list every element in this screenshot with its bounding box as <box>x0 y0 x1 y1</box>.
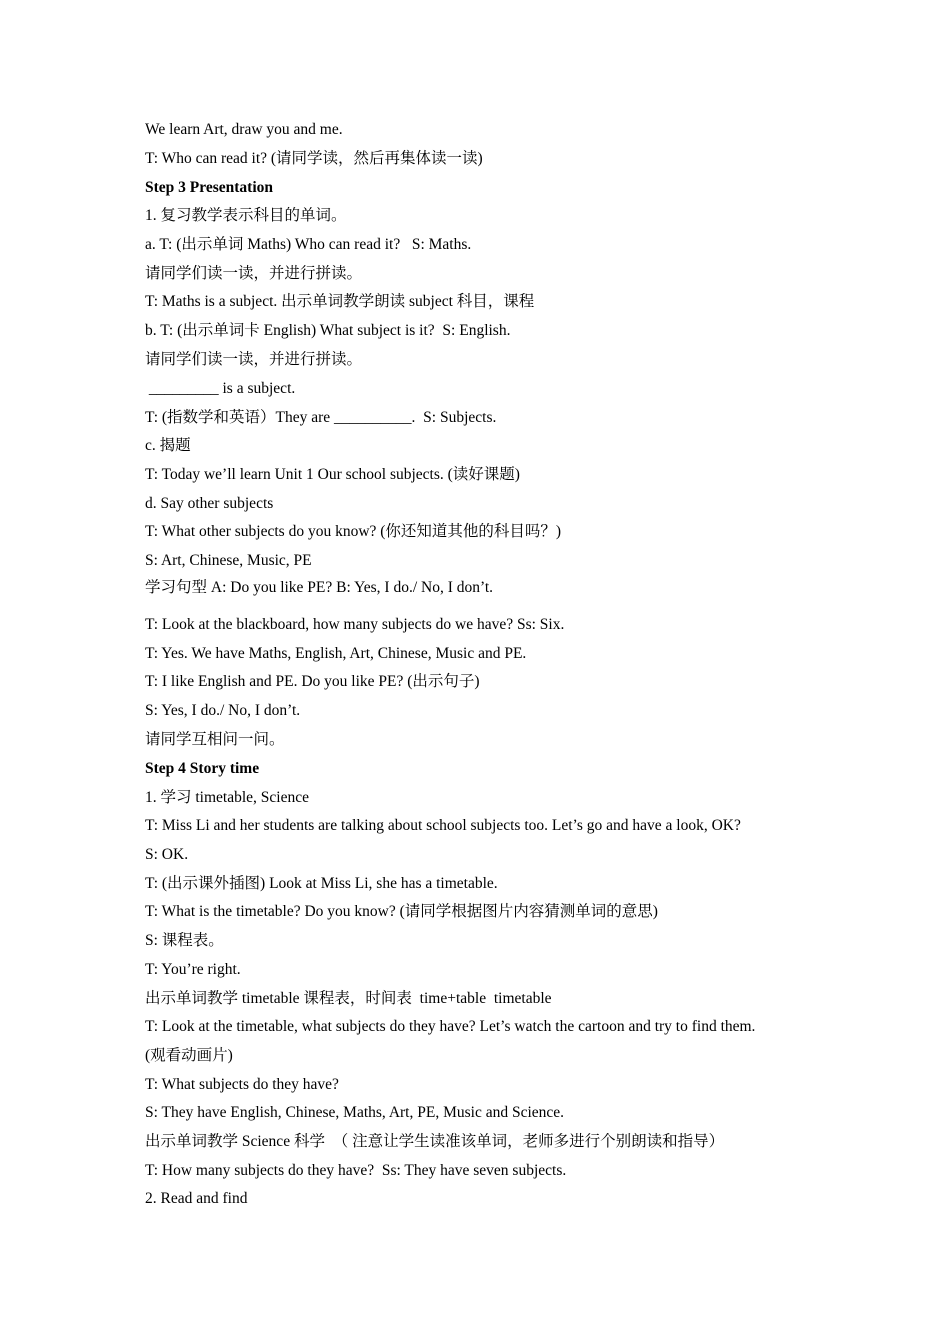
text-line: T: Today we’ll learn Unit 1 Our school subjects. (读好课题) <box>145 466 520 483</box>
text-line: S: They have English, Chinese, Maths, Art, PE, Music and Science. <box>145 1104 565 1121</box>
text-line: T: What other subjects do you know? (你还知道其他的科目吗？) <box>145 523 562 540</box>
text-line: T: Look at the blackboard, how many subjects do we have? Ss: Six. <box>145 616 565 633</box>
text-line: 请同学们读一读，并进行拼读。 <box>145 351 363 368</box>
text-line: T: What subjects do they have? <box>145 1076 339 1093</box>
text-line: S: 课程表。 <box>145 932 224 949</box>
text-line: We learn Art, draw you and me. <box>145 121 343 138</box>
text-line: T: (出示课外插图) Look at Miss Li, she has a timetable. <box>145 875 498 892</box>
text-line: _________ is a subject. <box>145 380 296 397</box>
section-heading: Step 3 Presentation <box>145 179 274 196</box>
text-line: d. Say other subjects <box>145 495 274 512</box>
text-line: 2. Read and find <box>145 1190 248 1207</box>
text-line: T: How many subjects do they have? Ss: They have seven subjects. <box>145 1162 567 1179</box>
text-line: T: You’re right. <box>145 961 241 978</box>
text-line: 1. 复习教学表示科目的单词。 <box>145 207 347 224</box>
text-line: 学习句型 A: Do you like PE? B: Yes, I do./ No, I don’t. <box>145 579 494 596</box>
text-line: 请同学互相问一问。 <box>145 731 285 748</box>
text-line: a. T: (出示单词 Maths) Who can read it? S: Maths. <box>145 236 472 253</box>
text-line: T: Miss Li and her students are talking about school subjects too. Let’s go and have a look, OK? <box>145 817 741 834</box>
text-line: 请同学们读一读，并进行拼读。 <box>145 265 363 282</box>
text-line: 1. 学习 timetable, Science <box>145 789 309 806</box>
text-line: S: Art, Chinese, Music, PE <box>145 552 312 569</box>
section-heading: Step 4 Story time <box>145 760 260 777</box>
text-line: (观看动画片) <box>145 1047 233 1064</box>
text-line: T: Who can read it? (请同学读，然后再集体读一读) <box>145 150 483 167</box>
text-line: T: (指数学和英语）They are __________. S: Subjects. <box>145 409 497 426</box>
text-line: T: Yes. We have Maths, English, Art, Chinese, Music and PE. <box>145 645 527 662</box>
text-line: T: What is the timetable? Do you know? (请同学根据图片内容猜测单词的意思) <box>145 903 658 920</box>
text-line: b. T: (出示单词卡 English) What subject is it? S: English. <box>145 322 511 339</box>
text-line: 出示单词教学 timetable 课程表，时间表 time+table timetable <box>145 990 552 1007</box>
text-line: S: Yes, I do./ No, I don’t. <box>145 702 301 719</box>
text-line: T: Maths is a subject. 出示单词教学朗读 subject 科目，课程 <box>145 293 535 310</box>
text-line: c. 揭题 <box>145 437 191 454</box>
text-line: 出示单词教学 Science 科学 （ 注意让学生读准该单词，老师多进行个别朗读和指导） <box>145 1133 725 1150</box>
text-line: T: Look at the timetable, what subjects do they have? Let’s watch the cartoon and try to find them. <box>145 1018 756 1035</box>
text-line: T: I like English and PE. Do you like PE? (出示句子) <box>145 673 480 690</box>
text-line: S: OK. <box>145 846 189 863</box>
